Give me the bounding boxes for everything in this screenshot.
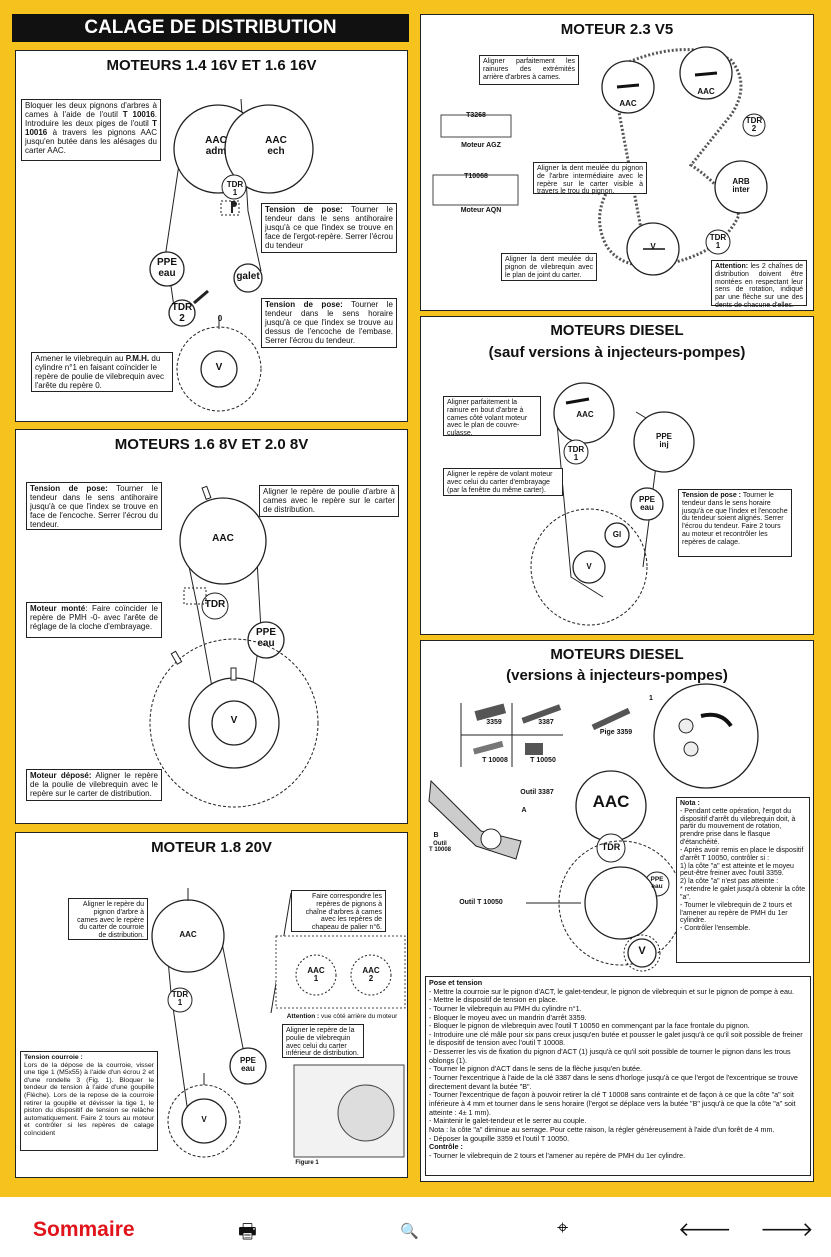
panel-title: MOTEUR 1.8 20V	[151, 839, 272, 856]
panel-1820v	[15, 832, 408, 1178]
arrow-left-icon[interactable]: 🡐	[678, 1219, 732, 1241]
label-outil-3387: Outil 3387	[520, 789, 554, 796]
panel-1416v	[15, 50, 408, 422]
label-tdr1: TDR 1	[709, 233, 727, 251]
panel-title-2: (versions à injecteurs-pompes)	[506, 667, 728, 684]
tool-pige-3359: Pige 3359	[599, 729, 633, 736]
label-galet: galet	[236, 271, 260, 282]
label-aac1: AAC	[619, 99, 637, 108]
note-repere-pignon: Aligner le repère du pignon d'arbre à cames avec le repère du carter de courroie de distribution.	[68, 898, 148, 940]
label-gl: Gl	[612, 530, 622, 539]
label-outil-t10008: Outil T 10008	[428, 841, 452, 854]
label-ppe-eau: PPE eau	[255, 627, 276, 649]
panel-23v5	[420, 14, 814, 311]
note-volant-moteur: Aligner le repère de volant moteur avec celui du carter d'embrayage (par la fenêtre du même carter).	[443, 468, 563, 496]
label-aac: AAC	[179, 930, 197, 939]
figure-caption: Figure 1	[295, 1160, 319, 1166]
label-aac-ech: AAC ech	[265, 135, 287, 157]
note-pignons-chaine: Faire correspondre les repères de pignons à chaîne d'arbres à cames avec les repères de chapeau de palier n°6.	[291, 890, 386, 932]
note-tension-pose-2: Tension de pose: Tourner le tendeur dans le sens horaire jusqu'à ce que l'index se trouve au dessus de l'encoche de l'embase. Serrer l'écrou du tendeur.	[261, 298, 397, 348]
note-attention-vue: Attention : vue côté arrière du moteur	[286, 1012, 398, 1020]
tool-t3268: T3268	[466, 112, 486, 119]
note-repere-poulie: Aligner le repère de la poulie de vilebrequin avec celui du carter inférieur de distribution.	[282, 1024, 364, 1058]
label-ppe-eau: PPE eau	[156, 257, 177, 279]
note-attention-chaines: Attention: les 2 chaînes de distribution doivent être montées en respectant leur sens de rotation, indiqué par une flèche sur une des dents de chacune d'elles.	[711, 260, 807, 306]
label-v: V	[230, 715, 238, 726]
label-tdr2: TDR 2	[171, 302, 193, 324]
panel-168v	[15, 429, 408, 824]
label-aac-adm: AAC adm	[205, 135, 227, 157]
label-tdr: TDR 1	[171, 990, 189, 1008]
note-rainure-aac: Aligner parfaitement la rainure en bout d'arbre à cames côté volant moteur avec le plan de couvre-culasse.	[443, 396, 541, 436]
label-tdr2: TDR 2	[745, 116, 763, 134]
label-aac2: AAC	[697, 87, 715, 96]
label-aac: AAC	[592, 792, 630, 811]
panel-diesel	[420, 316, 814, 635]
label-aac: AAC	[576, 410, 594, 419]
note-nota: Nota : - Pendant cette opération, l'ergot du dispositif d'arrêt du vilebrequin doit, à partir du mouvement de rotation, prendre prise dans le flasque d'étanchéité. - Après avoir remis en place le dispositif d'arrêt T 10050, contrôler si : 1) la côte "a" est atteinte et le moyeu peut-être freiner avec l'outil 3359. 2) la côte "a" n'est pas atteinte : * retendre le galet jusqu'à obtenir la côte "a". - Tourner le vilebrequin de 2 tours et l'amener au repère de PMH du 1er cylindre. - Contrôler l'ensemble.	[676, 797, 810, 963]
label-ppe-eau: PPE eau	[239, 1056, 256, 1074]
panel-title-1: MOTEURS DIESEL	[550, 322, 684, 339]
label-v: V	[638, 945, 646, 957]
sommaire-link[interactable]: Sommaire	[33, 1218, 135, 1241]
tool-caption-agz: Moteur AGZ	[461, 142, 501, 149]
label-tdr: TDR	[204, 599, 226, 610]
label-v: V	[586, 562, 592, 571]
main-title: CALAGE DE DISTRIBUTION	[12, 14, 409, 42]
tool-3359: 3359	[486, 719, 502, 726]
label-outil-t10050: Outil T 10050	[459, 899, 503, 906]
panel-title: MOTEURS 1.4 16V ET 1.6 16V	[106, 57, 317, 74]
note-vilebrequin-pmh: Amener le vilebrequin au P.M.H. du cylindre n°1 en faisant coïncider le repère de poulie de vilebrequin avec l'arête du repère 0.	[31, 352, 173, 392]
tool-t10068: T10068	[464, 173, 488, 180]
panel-title-1: MOTEURS DIESEL	[550, 646, 684, 663]
note-tension-pose-1: Tension de pose: Tourner le tendeur dans le sens antihoraire jusqu'à ce que l'index se trouve en face de l'ergot-repère. Serrer l'écrou du tendeur	[261, 203, 397, 253]
label-a: A	[521, 807, 527, 814]
label-v: V	[650, 242, 656, 251]
label-aac1: AAC 1	[307, 966, 325, 984]
label-arb-inter: ARB inter	[732, 177, 750, 195]
note-tension-pose: Tension de pose: Tourner le tendeur dans le sens antihoraire jusqu'à ce que l'index se trouve en face de l'encoche. Serrer l'écrou du tendeur.	[26, 482, 162, 530]
panel-title-2: (sauf versions à injecteurs-pompes)	[488, 344, 746, 361]
label-b: B	[433, 832, 439, 839]
search-page-icon[interactable]: 🔍	[400, 1223, 419, 1240]
label-tdr: TDR 1	[567, 445, 585, 463]
note-moteur-depose: Moteur déposé: Aligner le repère de la poulie de vilebrequin avec le repère sur le carter de distribution.	[26, 769, 162, 801]
note-dent-meulee-v: Aligner la dent meulée du pignon de vilebrequin avec le plan de joint du carter.	[501, 253, 597, 281]
tool-caption-aqn: Moteur AQN	[460, 207, 502, 214]
note-rainures-aac: Aligner parfaitement les rainures des extrémités arrière d'arbres à cames.	[479, 55, 579, 85]
note-pose-tension: Pose et tension - Mettre la courroie sur le pignon d'ACT, le galet-tendeur, le pignon de vilebrequin et sur le pignon de pompe à eau. - Mettre le dispositif de tension en place. - Tourner le vilebrequin au PMH du cylindre n°1. - Bloquer le moyeu avec un mandrin d'arrêt 3359. - Bloquer le pignon de vilebrequin avec l'outil T 10050 en commençant par la face frontale du pignon. - Introduire une clé mâle pour six pans creux jusqu'en butée et pousser le galet jusqu'à ce qu'il soit possible de freiner le dispositif de tension avec l'outil T 10008. - Desserrer les vis de fixation du pignon d'ACT (1) jusqu'à ce qu'il soit possible de tourner le pignon dans les trous oblongs (1). - Tourner le pignon d'ACT dans le sens de la flèche jusqu'en butée. - Tourner l'excentrique à l'aide de la clé 3387 dans le sens d'horloge jusqu'à ce que l'ergot de l'excentrique se trouve directement devant la butée "B". - Tourner l'excentrique de façon à pouvoir retirer la clé T 10008 sans contrainte et de façon à ce que la côte "a" soit inférieure à 4 mm et tourner dans le sens horaire (l'ergot se déplace vers la butée "B" jusqu'à ce que la côte "a" soit atteinte : 4± 1 mm). - Maintenir le galet-tendeur et le serrer au couple. Nota : la côte "a" diminue au serrage. Pour cette raison, la régler généreusement à l'aide d'un forêt de 4 mm. - Déposer la goupille 3359 et l'outil T 10050. Contrôle : - Tourner le vilebrequin de 2 tours et l'amener au repère de PMH du 1er cylindre.	[425, 976, 811, 1176]
label-zero: 0	[217, 314, 223, 323]
printer-icon[interactable]: 🖶	[238, 1221, 257, 1243]
note-tension-courroie: Tension courroie : Lors de la dépose de la courroie, visser une tige 1 (M5x55) à l'aide d'un écrou 2 et d'une rondelle 3 (Fig. 1). Bloquer le tendeur de tension à l'aide d'une goupille (Flèche). Lors de la repose de la courroie retirer la goupille et dévisser la tige 1, le piston du dispositif de tension se relâche automatiquement. Faire 2 tours au moteur et contrôler si les repères de calage coïncident	[20, 1051, 158, 1151]
label-ppe-inj: PPE inj	[655, 432, 672, 450]
tool-3387: 3387	[538, 719, 554, 726]
note-bloquer-pignons: Bloquer les deux pignons d'arbres à cames à l'aide de l'outil T 10016. Introduire les deux piges de l'outil T 10016 à travers les pignons AAC jusqu'en butée dans les alésages du carter AAC.	[21, 99, 161, 161]
label-v: V	[215, 362, 223, 373]
label-tdr1: TDR 1	[226, 180, 244, 198]
label-ppe-eau: PPE eau	[650, 876, 664, 890]
note-moteur-monte: Moteur monté: Faire coïncider le repère de PMH -0- avec l'arête de réglage de la cloche d'embrayage.	[26, 602, 162, 638]
binoculars-icon[interactable]: ⌖	[557, 1217, 569, 1239]
label-aac2: AAC 2	[362, 966, 380, 984]
label-tdr: TDR	[601, 842, 621, 852]
panel-title: MOTEUR 2.3 V5	[560, 21, 674, 38]
label-aac: AAC	[212, 533, 234, 544]
pige-marker-1: 1	[649, 695, 653, 702]
label-ppe-eau: PPE eau	[638, 495, 655, 513]
panel-title: MOTEURS 1.6 8V ET 2.0 8V	[114, 436, 309, 453]
tool-t10008: T 10008	[482, 757, 508, 764]
note-tension-pose: Tension de pose : Tourner le tendeur dans le sens horaire jusqu'à ce que l'index et l'encoche du tendeur soient alignés. Serrer l'écrou du tendeur. Faire 2 tours au moteur et recontrôler les repères de calage.	[678, 489, 792, 557]
note-dent-meulee-arb: Aligner la dent meulée du pignon de l'arbre intermédiaire avec le repère sur le carter visible à travers le trou du pignon.	[533, 162, 647, 194]
arrow-right-icon[interactable]: 🡒	[760, 1219, 814, 1241]
label-v: V	[201, 1115, 207, 1124]
note-repere-poulie: Aligner le repère de poulie d'arbre à cames avec le repère sur le carter de distribution.	[259, 485, 399, 517]
tool-t10050: T 10050	[530, 757, 556, 764]
